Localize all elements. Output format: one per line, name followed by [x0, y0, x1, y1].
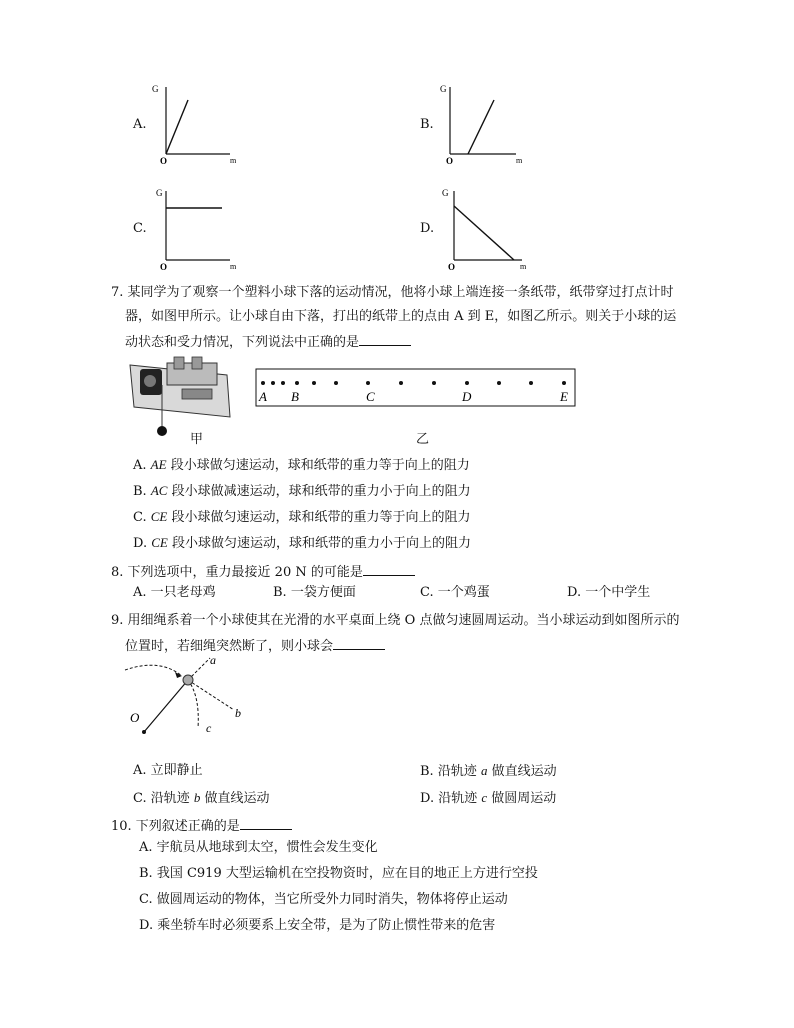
graph-option-d-letter: D. — [420, 221, 435, 236]
axis-x-label: m — [520, 262, 527, 271]
q10-option-c[interactable]: C. 做圆周运动的物体，当它所受外力同时消失，物体将停止运动 — [139, 892, 508, 907]
graph-d — [438, 186, 533, 271]
graph-option-a-letter: A. — [133, 117, 147, 132]
q9-option-a[interactable]: A. 立即静止 — [133, 763, 203, 778]
option-text: 做直线运动 — [487, 764, 557, 779]
graph-c — [150, 186, 245, 271]
q9-stem-line1: 9. 用细绳系着一个小球使其在光滑的水平桌面上绕 O 点做匀速圆周运动。当小球运动到如图所示的 — [111, 613, 680, 628]
tape-dot — [281, 381, 285, 385]
timer-terminal — [174, 357, 184, 369]
option-text: C. 沿轨迹 — [133, 791, 194, 806]
q10-option-b[interactable]: B. 我国 C919 大型运输机在空投物资时，应在目的地正上方进行空投 — [139, 866, 538, 881]
q8-stem — [111, 563, 415, 581]
label-c: c — [206, 721, 212, 735]
origin-label: O — [446, 156, 454, 166]
tape-label-b: B — [291, 389, 299, 404]
trajectory-c — [188, 680, 198, 728]
answer-blank[interactable] — [333, 637, 385, 650]
circular-motion-figure — [120, 648, 260, 748]
trajectory-label: b — [193, 790, 201, 805]
tape-dot — [261, 381, 265, 385]
axis-y-label: G — [156, 188, 163, 198]
option-letter: A. — [133, 458, 147, 473]
q7-stem-text: 动状态和受力情况，下列说法中正确的是 — [125, 335, 360, 350]
axis-y-label: G — [152, 84, 159, 94]
tape-dot — [497, 381, 501, 385]
ball — [183, 675, 193, 685]
trajectory-label: a — [480, 763, 488, 778]
origin-label: O — [160, 156, 168, 166]
axis-x-label: m — [230, 156, 237, 165]
fig-yi-label: 乙 — [416, 432, 430, 447]
tape-dot — [465, 381, 469, 385]
graph-line — [454, 206, 514, 260]
tape-label-e: E — [560, 389, 568, 404]
option-text: 段小球做匀速运动，球和纸带的重力小于向上的阻力 — [167, 536, 471, 551]
q10-option-d[interactable]: D. 乘坐轿车时必须要系上安全带，是为了防止惯性带来的危害 — [139, 918, 496, 933]
q9-option-b[interactable] — [420, 763, 557, 780]
q7-stem-line3 — [125, 333, 411, 351]
option-letter: C. — [133, 510, 147, 525]
q7-stem-line2: 器，如图甲所示。让小球自由下落，打出的纸带上的点由 A 到 E，如图乙所示。则关于小球的运 — [125, 309, 677, 324]
option-text: 段小球做匀速运动，球和纸带的重力等于向上的阻力 — [167, 510, 471, 525]
tape-dot — [562, 381, 566, 385]
q9-option-d[interactable] — [420, 790, 556, 807]
label-b: b — [235, 706, 241, 720]
label-o: O — [130, 710, 140, 725]
option-text: B. 沿轨迹 — [420, 764, 481, 779]
circle-path-dashed — [125, 665, 182, 676]
q8-option-b[interactable]: B. 一袋方便面 — [273, 585, 356, 600]
axis-x-label: m — [230, 262, 237, 271]
answer-blank[interactable] — [240, 817, 292, 830]
origin-label: O — [448, 262, 456, 271]
center-point — [142, 730, 146, 734]
tape-label-c: C — [366, 389, 375, 404]
answer-blank[interactable] — [363, 563, 415, 576]
tape-dot — [432, 381, 436, 385]
segment-label: CE — [151, 535, 168, 550]
timer-plate — [182, 389, 212, 399]
fig-jia-label: 甲 — [190, 432, 204, 447]
tape-dot — [271, 381, 275, 385]
label-a: a — [210, 653, 216, 667]
q10-option-a[interactable]: A. 宇航员从地球到太空，惯性会发生变化 — [139, 840, 378, 855]
option-text: 做圆周运动 — [487, 791, 557, 806]
tape-dot — [334, 381, 338, 385]
q7-stem-line1: 7. 某同学为了观察一个塑料小球下落的运动情况，他将小球上端连接一条纸带，纸带穿过打点计时 — [111, 285, 674, 300]
graph-line — [166, 100, 188, 154]
q7-option-d[interactable] — [133, 535, 471, 552]
timer-coil — [144, 375, 156, 387]
graph-a — [150, 82, 245, 167]
q7-option-c[interactable] — [133, 509, 471, 526]
option-text: D. 沿轨迹 — [420, 791, 482, 806]
tape-label-a: A — [259, 389, 267, 404]
segment-label: AC — [150, 483, 168, 498]
segment-label: AE — [150, 457, 167, 472]
segment-label: CE — [150, 509, 168, 524]
trajectory-label: c — [481, 790, 488, 805]
tape-label-d: D — [462, 389, 472, 404]
graph-option-b-letter: B. — [420, 117, 434, 132]
q8-option-d[interactable]: D. 一个中学生 — [567, 585, 651, 600]
option-letter: D. — [133, 536, 148, 551]
string — [144, 680, 188, 732]
tape-dot — [295, 381, 299, 385]
paper-tape-figure — [255, 368, 577, 408]
option-letter: B. — [133, 484, 147, 499]
q7-option-b[interactable] — [133, 483, 471, 500]
axis-y-label: G — [440, 84, 447, 94]
tape-border — [256, 369, 575, 406]
q8-option-c[interactable]: C. 一个鸡蛋 — [420, 585, 490, 600]
answer-blank[interactable] — [359, 333, 411, 346]
option-text: 段小球做减速运动，球和纸带的重力小于向上的阻力 — [167, 484, 471, 499]
q8-stem-text: 8. 下列选项中，重力最接近 20 N 的可能是 — [111, 565, 363, 580]
axis-x-label: m — [516, 156, 523, 165]
q9-option-c[interactable] — [133, 790, 270, 807]
q9-stem-text: 位置时，若细绳突然断了，则小球会 — [125, 639, 334, 654]
graph-option-c-letter: C. — [133, 221, 147, 236]
plastic-ball — [157, 426, 167, 436]
ticker-timer-figure — [122, 355, 237, 437]
tape-dot — [312, 381, 316, 385]
graph-b — [438, 82, 533, 167]
q7-option-a[interactable] — [133, 457, 470, 474]
q10-stem — [111, 817, 292, 835]
timer-terminal — [192, 357, 202, 369]
tape-dot — [529, 381, 533, 385]
tape-dot — [366, 381, 370, 385]
origin-label: O — [160, 262, 168, 271]
q8-option-a[interactable]: A. 一只老母鸡 — [133, 585, 216, 600]
graph-line — [468, 100, 494, 154]
tape-dot — [399, 381, 403, 385]
option-text: 段小球做匀速运动，球和纸带的重力等于向上的阻力 — [166, 458, 470, 473]
q10-stem-text: 10. 下列叙述正确的是 — [111, 819, 240, 834]
axis-y-label: G — [442, 188, 449, 198]
option-text: 做直线运动 — [200, 791, 270, 806]
